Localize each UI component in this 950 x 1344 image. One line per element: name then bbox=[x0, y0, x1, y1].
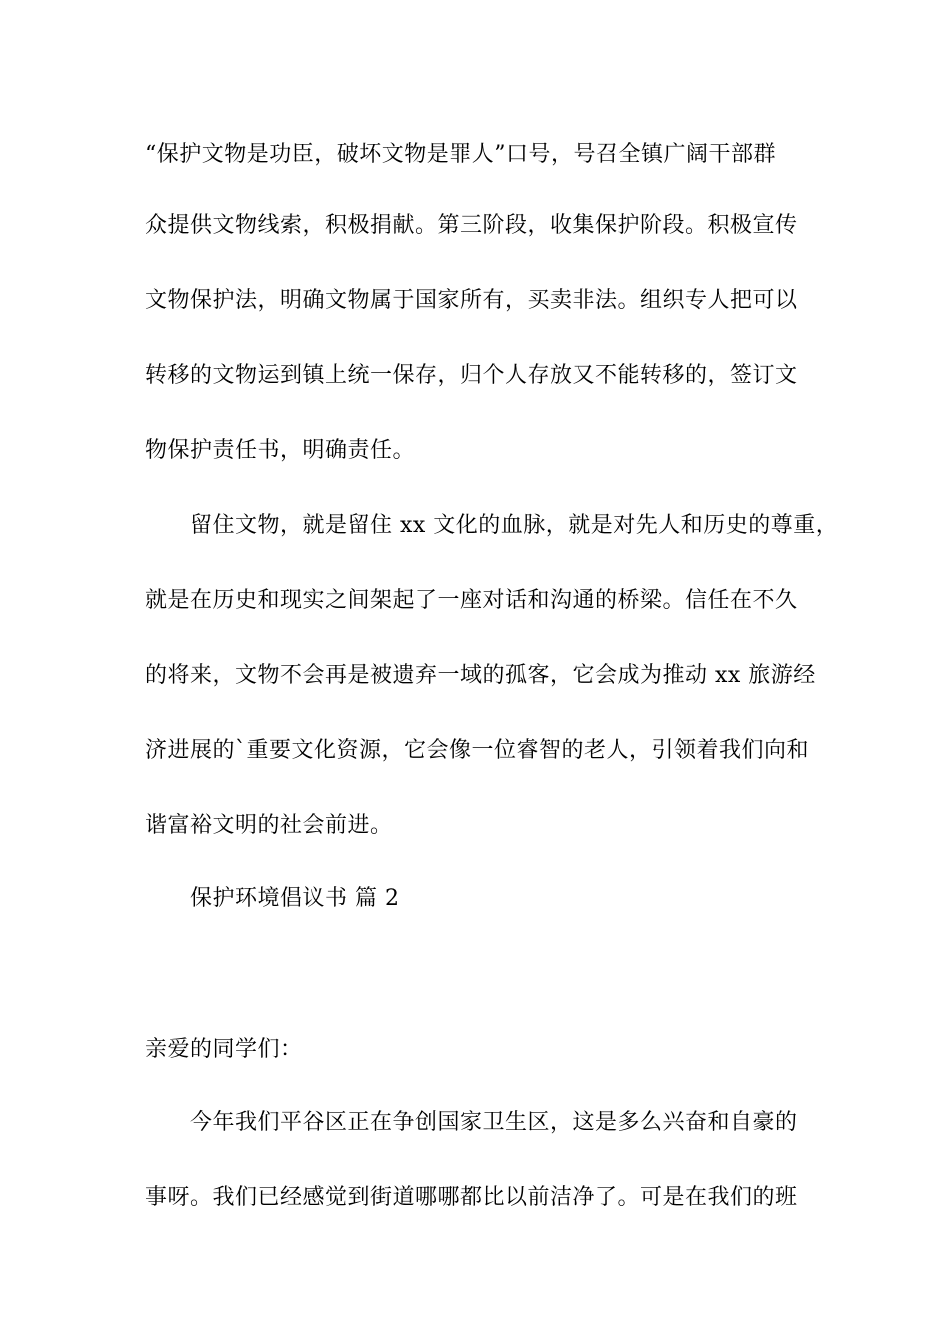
paragraph-line: 的将来，文物不会再是被遗弃一域的孤客，它会成为推动 xx 旅游经 bbox=[145, 663, 816, 688]
paragraph-line: “保护文物是功臣，破坏文物是罪人”口号，号召全镇广阔干部群 bbox=[145, 142, 776, 167]
paragraph-line: 济进展的`重要文化资源，它会像一位睿智的老人，引领着我们向和 bbox=[145, 738, 810, 763]
section-heading: 保护环境倡议书 篇 2 bbox=[190, 886, 400, 911]
paragraph-line: 转移的文物运到镇上统一保存，归个人存放又不能转移的，签订文 bbox=[145, 363, 798, 388]
paragraph-line: 今年我们平谷区正在争创国家卫生区，这是多么兴奋和自豪的 bbox=[190, 1110, 798, 1135]
paragraph-line: 谐富裕文明的社会前进。 bbox=[145, 813, 393, 838]
salutation: 亲爱的同学们： bbox=[145, 1037, 303, 1062]
paragraph-line: 事呀。我们已经感觉到街道哪哪都比以前洁净了。可是在我们的班 bbox=[145, 1185, 798, 1210]
paragraph-line: 物保护责任书，明确责任。 bbox=[145, 438, 416, 463]
paragraph-line: 文物保护法，明确文物属于国家所有，买卖非法。组织专人把可以 bbox=[145, 288, 798, 313]
paragraph-line: 留住文物，就是留住 xx 文化的血脉，就是对先人和历史的尊重， bbox=[190, 513, 839, 538]
paragraph-line: 众提供文物线索，积极捐献。第三阶段，收集保护阶段。积极宣传 bbox=[145, 213, 798, 238]
paragraph-line: 就是在历史和现实之间架起了一座对话和沟通的桥梁。信任在不久 bbox=[145, 588, 798, 613]
